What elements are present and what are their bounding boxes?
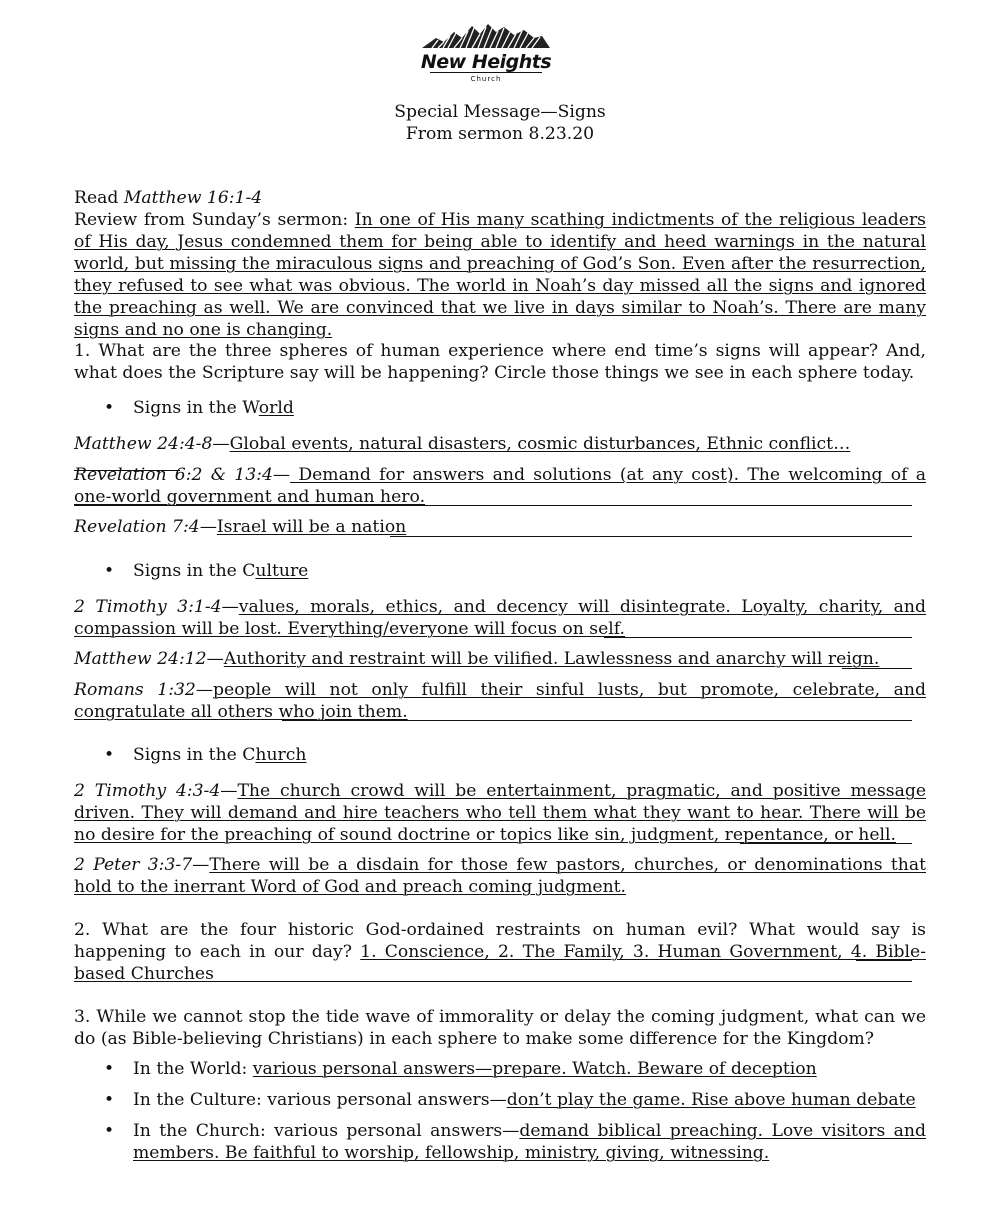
- review-text: In one of His many scathing indictments of the religious leaders of His day, Jesus condemned them for being able to identify and heed warnings in the natural world, but missing the miraculous signs and preaching of God’s Son. Even after the resurrection, they refused to see what was obvious. The world in Noah’s day missed all the signs and ignored the preaching as well. We are convinced that we live in days similar to Noah’s. There are many signs and no one is changing.: [74, 210, 926, 340]
- scripture-ref: Revelation 6:2 & 13:4: [74, 465, 273, 485]
- question-2: 2. What are the four historic God-ordained restraints on human evil? What would say is happening to each in our day? 1. Conscience, 2. The Family, 3. Human Government, 4. Bible-based Churches: [74, 920, 926, 984]
- review-label: Review from Sunday’s sermon:: [74, 210, 355, 230]
- answer-text: don’t play the game. Rise above human debate: [506, 1090, 916, 1110]
- answer-blank: [740, 843, 912, 844]
- answer-blank: [856, 960, 912, 961]
- bullet-icon: •: [104, 398, 115, 418]
- scripture-ref: Matthew 24:4-8: [74, 434, 213, 454]
- review-paragraph: [74, 209, 926, 341]
- worksheet-page: New Heights Church Special Message—Signs From sermon 8.23.20 Read Matthew 16:1-4 Review from Sunday’s sermon: In one of His many scathing indictments of the religious leaders of His day, Jesus condemned them for being able to identify and heed warnings in the natural world, but missing the miraculous signs and preaching of God’s Son. Even after the resurrection, they refused to see what was obvious. The world in Noah’s day missed all the signs and ignored the preaching as well. We are convinced that we live in days similar to Noah’s. There are many signs and no one is changing. 1. What are the three spheres of human experience where end time’s signs will appear? And, what does the Scripture say will be happening? Circle those things we see in each sphere today. • Signs in the World Matthew 24:4-8—Global events, natural disasters, cosmic disturbances, Ethnic conflict… Revelation 6:2 & 13:4— Demand for answers and solutions (at any cost). The welcoming of a one-world government and human hero. Revelation 7:4—Israel will be a nation • Signs in the Culture 2 Timothy 3:1-4—values, morals, ethics, and decency will disintegrate. Loyalty, charity, and compassion will be lost. Everything/everyone will focus on self. Matthew 24:12—Authority and restraint will be vilified. Lawlessness and anarchy will reign. Romans 1:32—people will not only fulfill their sinful lusts, but promote, celebrate, and congratulate all others who join them. • Signs in the Church 2 Timothy 4:3-4—The church crowd will be entertainment, pragmatic, and positive message driven. They will demand and hire teachers who tell them what they want to hear. There will be no desire for the preaching of sound doctrine or topics like sin, judgment, repentance, or hell. 2 Peter 3:3-7—There will be a disdain for those few pastors, churches, or denominations that hold to the inerrant Word of God and preach coming judgment. 2. What are the four historic God-ordained restraints on human evil? What would say is happening to each in our day? 1. Conscience, 2. The Family, 3. Human Government, 4. Bible-based Churches 3. While we cannot stop the tide wave of immorality or delay the coming judgment, what can we do (as Bible-believing Christians) in each sphere to make some difference for the Kingdom? • In the World: various personal answers—prepare. Watch. Beware of deception • In the Culture: various personal answers—don’t play the game. Rise above human debate • In the Church: various personal answers—demand biblical preaching. Love visitors and members. Be faithful to worship, fellowship, ministry, giving, witnessing.: [0, 0, 1000, 1220]
- logo-wordmark: New Heights: [420, 51, 552, 73]
- answer-romans-1-32: Romans 1:32—people will not only fulfill their sinful lusts, but promote, celebrate, and congratulate all others who join them.: [74, 680, 926, 722]
- document-subtitle: From sermon 8.23.20: [405, 124, 595, 144]
- answer-text: values, morals, ethics, and decency will disintegrate. Loyalty, charity, and compassion will be lost. Everything/everyone will focus on self.: [74, 597, 926, 639]
- answer-revelation-7-4: Revelation 7:4—Israel will be a nation: [74, 517, 407, 537]
- bullet-icon: •: [104, 561, 115, 581]
- answer-text: demand biblical preaching. Love visitors and members. Be faithful to worship, fellowship, ministry, giving, witnessing.: [133, 1121, 927, 1163]
- answer-text: various personal answers—prepare. Watch. Beware of deception: [252, 1059, 817, 1079]
- answer-blank: [390, 536, 912, 537]
- answer-2-timothy-3-1: 2 Timothy 3:1-4—values, morals, ethics, and decency will disintegrate. Loyalty, charity, and compassion will be lost. Everything/everyone will focus on self.: [74, 597, 926, 639]
- scripture-ref: Romans 1:32: [74, 680, 196, 700]
- question-3: 3. While we cannot stop the tide wave of immorality or delay the coming judgment, what can we do (as Bible-believing Christians) in each sphere to make some difference for the Kingdom?: [74, 1007, 926, 1049]
- answer-matthew-24-4: Matthew 24:4-8—Global events, natural disasters, cosmic disturbances, Ethnic conflict…: [74, 433, 926, 477]
- answer-blank: [74, 505, 912, 506]
- bullet-icon: •: [104, 1090, 115, 1110]
- church-logo: [418, 18, 554, 90]
- document-header: [0, 101, 1000, 145]
- answer-matthew-24-12: Matthew 24:12—Authority and restraint will be vilified. Lawlessness and anarchy will reign.: [74, 649, 880, 669]
- answer-text: people will not only fulfill their sinful lusts, but promote, celebrate, and congratulate all others who join them.: [74, 680, 926, 722]
- read-reference: Matthew 16:1-4: [123, 188, 263, 208]
- read-line: Read Matthew 16:1-4: [74, 188, 263, 208]
- answer-text: Authority and restraint will be vilified. Lawlessness and anarchy will reign.: [223, 649, 880, 669]
- answer-blank: [604, 637, 912, 638]
- bullet-icon: •: [104, 1121, 115, 1141]
- answer-blank: [842, 668, 912, 669]
- scripture-ref: Matthew 24:12: [74, 649, 207, 669]
- question-2-answer: 1. Conscience, 2. The Family, 3. Human Government, 4. Bible-based Churches: [74, 942, 926, 984]
- answer-revelation-6-2: Revelation 6:2 & 13:4— Demand for answers and solutions (at any cost). The welcoming of a one-world government and human hero.: [74, 465, 926, 507]
- scripture-ref: 2 Peter 3:3-7: [74, 855, 193, 875]
- answer-2-peter-3-3: 2 Peter 3:3-7—There will be a disdain for those few pastors, churches, or denominations that hold to the inerrant Word of God and preach coming judgment.: [74, 855, 926, 897]
- answer-2-timothy-4-3: 2 Timothy 4:3-4—The church crowd will be entertainment, pragmatic, and positive message driven. They will demand and hire teachers who tell them what they want to hear. There will be no desire for the preaching of sound doctrine or topics like sin, judgment, repentance, or hell.: [74, 781, 926, 845]
- answer-text: The church crowd will be entertainment, pragmatic, and positive message driven. They will demand and hire teachers who tell them what they want to hear. There will be no desire for the preaching of sound doctrine or topics like sin, judgment, repentance, or hell.: [74, 781, 926, 845]
- question-1: 1. What are the three spheres of human experience where end time’s signs will appear? And, what does the Scripture say will be happening? Circle those things we see in each sphere today.: [74, 341, 926, 383]
- answer-text: Global events, natural disasters, cosmic disturbances, Ethnic conflict…: [229, 434, 851, 454]
- answer-blank-line: [74, 981, 912, 982]
- scripture-ref: 2 Timothy 4:3-4: [74, 781, 221, 801]
- document-title: Special Message—Signs: [394, 102, 606, 122]
- answer-text: Demand for answers and solutions (at any cost). The welcoming of a one-world government and human hero.: [74, 465, 926, 507]
- answer-text: There will be a disdain for those few pastors, churches, or denominations that hold to the inerrant Word of God and preach coming judgment.: [74, 855, 926, 897]
- logo-subtitle: Church: [470, 75, 502, 83]
- scripture-ref: 2 Timothy 3:1-4: [74, 597, 222, 617]
- answer-text: Israel will be a nation: [216, 517, 407, 537]
- scripture-ref: Revelation 7:4: [74, 517, 200, 537]
- bullet-icon: •: [104, 1059, 115, 1079]
- bullet-icon: •: [104, 745, 115, 765]
- logo-divider: [430, 72, 542, 73]
- answer-blank: [282, 720, 912, 721]
